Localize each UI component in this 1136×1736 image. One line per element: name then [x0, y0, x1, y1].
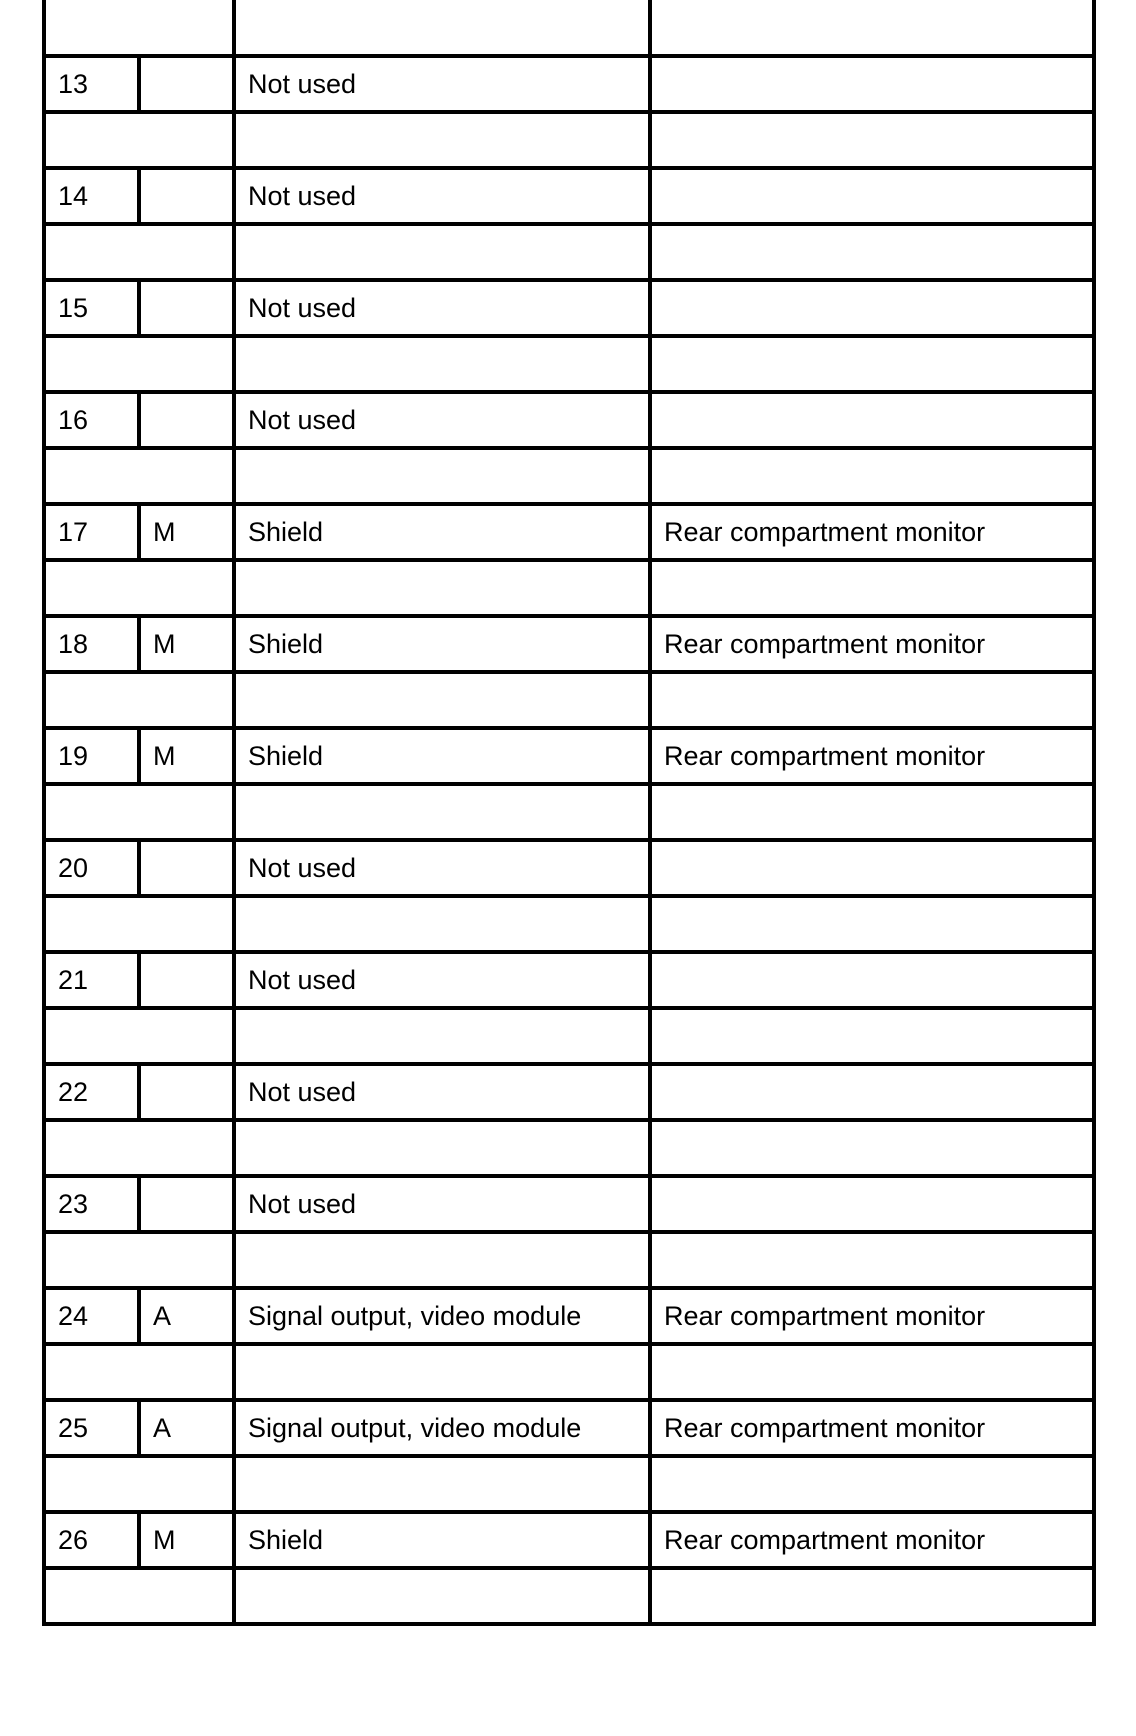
empty-cell [44, 336, 234, 392]
empty-cell [234, 448, 650, 504]
function-cell: Signal output, video module [234, 1288, 650, 1344]
empty-cell [650, 1008, 1094, 1064]
pin-number-cell: 21 [44, 952, 139, 1008]
pin-number-cell: 24 [44, 1288, 139, 1344]
empty-cell [650, 224, 1094, 280]
function-cell: Not used [234, 840, 650, 896]
empty-cell [44, 1456, 234, 1512]
component-cell: Rear compartment monitor [650, 1288, 1094, 1344]
empty-cell [44, 1232, 234, 1288]
pin-number-cell: 16 [44, 392, 139, 448]
empty-cell [650, 1568, 1094, 1624]
function-cell: Not used [234, 1064, 650, 1120]
component-cell: Rear compartment monitor [650, 1400, 1094, 1456]
table-row [44, 952, 1094, 1008]
empty-cell [650, 448, 1094, 504]
empty-cell [234, 560, 650, 616]
wire-type-cell: M [139, 616, 234, 672]
function-cell: Shield [234, 1512, 650, 1568]
function-cell: Shield [234, 504, 650, 560]
component-cell [650, 1176, 1094, 1232]
pin-number-cell: 19 [44, 728, 139, 784]
empty-cell [650, 896, 1094, 952]
spacer-row [44, 1008, 1094, 1064]
empty-cell [650, 1344, 1094, 1400]
spacer-row [44, 1344, 1094, 1400]
empty-cell [234, 0, 650, 56]
component-cell: Rear compartment monitor [650, 504, 1094, 560]
function-cell: Signal output, video module [234, 1400, 650, 1456]
table-row [44, 1288, 1094, 1344]
empty-cell [650, 672, 1094, 728]
wire-type-cell [139, 1176, 234, 1232]
spacer-row [44, 224, 1094, 280]
empty-cell [44, 1120, 234, 1176]
component-cell [650, 952, 1094, 1008]
pin-number-cell: 17 [44, 504, 139, 560]
wire-type-cell [139, 280, 234, 336]
table-row [44, 1064, 1094, 1120]
empty-cell [44, 112, 234, 168]
function-cell: Shield [234, 616, 650, 672]
wire-type-cell [139, 168, 234, 224]
empty-cell [650, 112, 1094, 168]
pin-number-cell: 22 [44, 1064, 139, 1120]
spacer-row [44, 112, 1094, 168]
empty-cell [44, 672, 234, 728]
empty-cell [234, 1344, 650, 1400]
function-cell: Shield [234, 728, 650, 784]
empty-cell [234, 336, 650, 392]
wire-type-cell: M [139, 504, 234, 560]
function-cell: Not used [234, 56, 650, 112]
function-cell: Not used [234, 280, 650, 336]
component-cell [650, 168, 1094, 224]
wire-type-cell: A [139, 1400, 234, 1456]
empty-cell [44, 1008, 234, 1064]
empty-cell [44, 448, 234, 504]
wire-type-cell [139, 952, 234, 1008]
function-cell: Not used [234, 1176, 650, 1232]
spacer-row [44, 672, 1094, 728]
pin-number-cell: 14 [44, 168, 139, 224]
pin-number-cell: 23 [44, 1176, 139, 1232]
pin-number-cell: 18 [44, 616, 139, 672]
component-cell: Rear compartment monitor [650, 616, 1094, 672]
empty-cell [44, 560, 234, 616]
empty-cell [234, 1008, 650, 1064]
wire-type-cell [139, 840, 234, 896]
table-row [44, 1176, 1094, 1232]
empty-cell [650, 1120, 1094, 1176]
table-row [44, 1400, 1094, 1456]
table-row [44, 1512, 1094, 1568]
component-cell [650, 392, 1094, 448]
spacer-row [44, 784, 1094, 840]
table-row [44, 392, 1094, 448]
table-row [44, 56, 1094, 112]
empty-cell [234, 896, 650, 952]
component-cell [650, 280, 1094, 336]
table-row [44, 504, 1094, 560]
wire-type-cell: M [139, 728, 234, 784]
wire-type-cell: M [139, 1512, 234, 1568]
empty-cell [44, 784, 234, 840]
wire-type-cell [139, 392, 234, 448]
function-cell: Not used [234, 392, 650, 448]
function-cell: Not used [234, 168, 650, 224]
empty-cell [650, 1456, 1094, 1512]
spacer-row [44, 1568, 1094, 1624]
table-row [44, 840, 1094, 896]
component-cell [650, 56, 1094, 112]
empty-cell [650, 1232, 1094, 1288]
empty-cell [234, 1232, 650, 1288]
empty-cell [650, 336, 1094, 392]
empty-cell [44, 896, 234, 952]
empty-cell [234, 224, 650, 280]
empty-cell [650, 0, 1094, 56]
spacer-row [44, 1232, 1094, 1288]
empty-cell [234, 784, 650, 840]
empty-cell [234, 672, 650, 728]
spacer-row [44, 448, 1094, 504]
wire-type-cell [139, 56, 234, 112]
table-row [44, 280, 1094, 336]
pin-number-cell: 20 [44, 840, 139, 896]
pin-number-cell: 13 [44, 56, 139, 112]
pin-number-cell: 26 [44, 1512, 139, 1568]
component-cell [650, 840, 1094, 896]
spacer-row [44, 336, 1094, 392]
empty-cell [234, 1120, 650, 1176]
empty-cell [44, 0, 234, 56]
table-row [44, 168, 1094, 224]
empty-cell [234, 1456, 650, 1512]
table-row [44, 0, 1094, 56]
table-body [44, 0, 1094, 1624]
empty-cell [234, 112, 650, 168]
pin-number-cell: 25 [44, 1400, 139, 1456]
pin-assignment-table [42, 0, 1096, 1626]
component-cell: Rear compartment monitor [650, 728, 1094, 784]
empty-cell [44, 1344, 234, 1400]
empty-cell [650, 560, 1094, 616]
empty-cell [44, 224, 234, 280]
component-cell: Rear compartment monitor [650, 1512, 1094, 1568]
spacer-row [44, 1120, 1094, 1176]
table-row [44, 616, 1094, 672]
spacer-row [44, 1456, 1094, 1512]
spacer-row [44, 560, 1094, 616]
function-cell: Not used [234, 952, 650, 1008]
component-cell [650, 1064, 1094, 1120]
table-row [44, 728, 1094, 784]
spacer-row [44, 896, 1094, 952]
wire-type-cell [139, 1064, 234, 1120]
pin-number-cell: 15 [44, 280, 139, 336]
empty-cell [44, 1568, 234, 1624]
wire-type-cell: A [139, 1288, 234, 1344]
empty-cell [234, 1568, 650, 1624]
empty-cell [650, 784, 1094, 840]
